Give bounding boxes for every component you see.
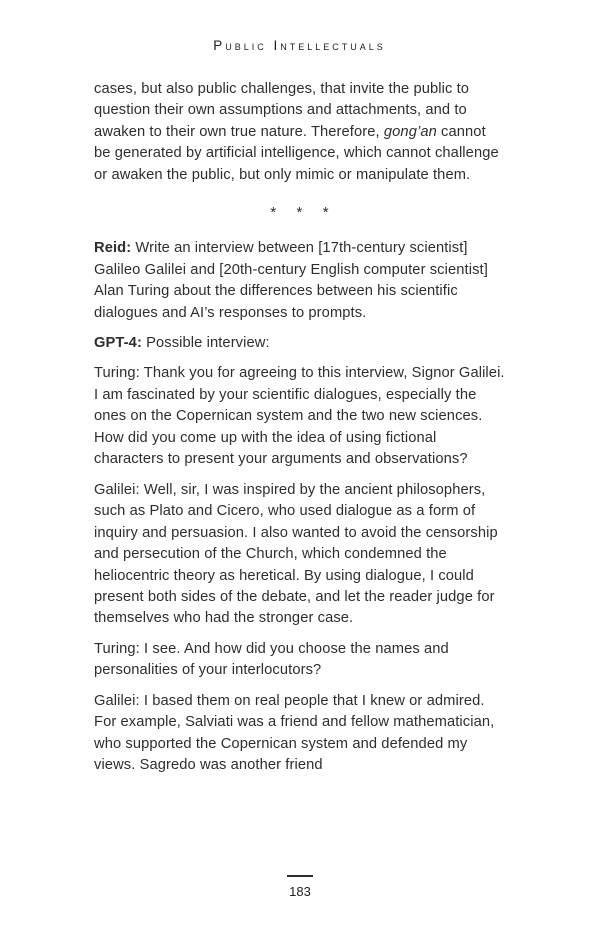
paragraph-text: Turing: Thank you for agreeing to this interview, Signor Galilei. I am fascinated by your scientific dialogues, especially the ones on the Copernican system and the two new sciences. How did you come up with the idea of using fictional characters to present your arguments and observations? xyxy=(94,365,505,468)
paragraph-galilei-1 xyxy=(94,480,505,630)
paragraph-turing-2 xyxy=(94,639,505,682)
paragraph-text: Possible interview: xyxy=(141,334,270,351)
paragraph-text: Write an interview between [17th-century scientist] Galileo Galilei and [20th-century English computer scientist] Alan Turing about the differences between his scientific dialogues and AI’s responses to prompts. xyxy=(94,240,488,321)
intro-text-after: cannot be generated by artificial intelligence, which cannot challenge or awaken the public, but only mimic or manipulate them. xyxy=(94,123,499,183)
paragraph-text: Galilei: Well, sir, I was inspired by the ancient philosophers, such as Plato and Cicero, who used dialogue as a form of inquiry and persuasion. I also wanted to avoid the censorship and persecution of the Church, which condemned the heliocentric theory as heretical. By using dialogue, I could present both sides of the debate, and let the reader judge for themselves who had the stronger case. xyxy=(94,481,498,627)
page-number: 183 xyxy=(289,884,311,899)
paragraph-text: Galilei: I based them on real people that I knew or admired. For example, Salviati was a friend and fellow mathematician, who supported the Copernican system and defended my views. Sagredo was another friend xyxy=(94,692,495,774)
body-text xyxy=(94,79,505,777)
speaker-label-reid: Reid: xyxy=(94,240,132,257)
running-head: Public Intellectuals xyxy=(213,38,386,53)
paragraph-text: Turing: I see. And how did you choose the names and personalities of your interlocutors? xyxy=(94,640,449,679)
paragraph-reid-prompt xyxy=(94,238,505,324)
page-footer xyxy=(0,875,600,899)
speaker-label-gpt4: GPT-4: xyxy=(94,334,142,351)
paragraph-galilei-2 xyxy=(94,691,505,777)
paragraph-intro xyxy=(94,79,505,186)
section-break: * * * xyxy=(270,204,329,222)
paragraph-turing-1 xyxy=(94,363,505,470)
footer-rule xyxy=(287,875,313,877)
intro-italic-term: gong’an xyxy=(383,123,437,140)
paragraph-gpt4-lead xyxy=(94,333,505,354)
intro-text-before: cases, but also public challenges, that invite the public to question their own assumptions and attachments, and to awaken to their own true nature. Therefore, xyxy=(94,81,470,140)
